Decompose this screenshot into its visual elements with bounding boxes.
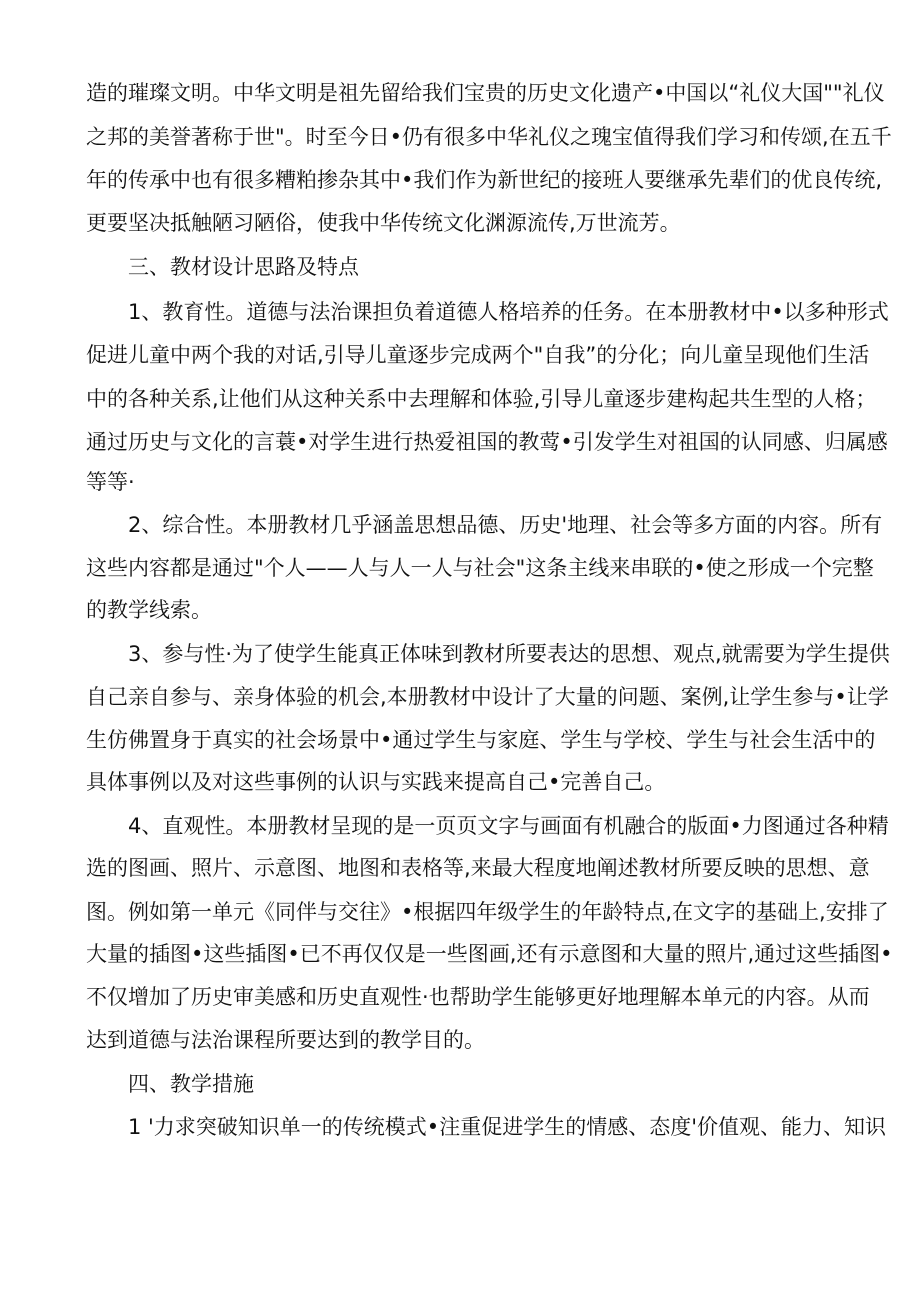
text-line: 不仅增加了历史审美感和历史直观性·也帮助学生能够更好地理解本单元的内容。从而 xyxy=(86,985,870,1009)
text-line: 生仿佛置身于真实的社会场景中•通过学生与家庭、学生与学校、学生与社会生活中的 xyxy=(86,728,876,752)
text-line: 等等· xyxy=(86,470,135,494)
text-line: 之邦的美誉著称于世"。时至今日•仍有很多中华礼仪之瑰宝值得我们学习和传颂,在五千 xyxy=(86,125,892,149)
text-line: 2、综合性。本册教材几乎涵盖思想品德、历史'地理、社会等多方面的内容。所有 xyxy=(128,513,883,537)
text-line: 图。例如第一单元《同伴与交往》•根据四年级学生的年龄特点,在文字的基础上,安排了 xyxy=(86,900,889,924)
text-line: 年的传承中也有很多糟粕掺杂其中•我们作为新世纪的接班人要继承先辈们的优良传统, xyxy=(86,168,883,192)
text-line: 更要坚决抵触陋习陋俗，使我中华传统文化渊源流传,万世流芳。 xyxy=(86,211,681,235)
text-line: 造的璀璨文明。中华文明是祖先留给我们宝贵的历史文化遗产•中国以“礼仪大国""礼仪 xyxy=(86,81,885,105)
text-line: 中的各种关系,让他们从这种关系中去理解和体验,引导儿童逐步建构起共生型的人格； xyxy=(86,387,877,411)
text-line: 选的图画、照片、示意图、地图和表格等,来最大程度地阐述教材所要反映的思想、意 xyxy=(86,856,870,880)
text-line: 达到道德与法治课程所要达到的教学目的。 xyxy=(86,1028,485,1052)
section-heading: 三、教材设计思路及特点 xyxy=(128,255,359,279)
text-line: 具体事例以及对这些事例的认识与实践来提高自己•完善自己。 xyxy=(86,770,666,794)
section-heading: 四、教学措施 xyxy=(128,1072,254,1096)
text-line: 1 '力求突破知识单一的传统模式•注重促进学生的情感、态度'价值观、能力、知识 xyxy=(128,1115,886,1139)
text-line: 这些内容都是通过"个人——人与人一人与社会"这条主线来串联的•使之形成一个完整 xyxy=(86,556,874,580)
text-line: 通过历史与文化的言蓑•对学生进行热爱祖国的教莺•引发学生对祖国的认同感、归属感 xyxy=(86,430,888,454)
text-line: 的教学线索。 xyxy=(86,598,212,622)
text-line: 大量的插图•这些插图•已不再仅仅是一些图画,还有示意图和大量的照片,通过这些插图• xyxy=(86,942,893,966)
text-line: 1、教育性。道德与法治课担负着道德人格培养的任务。在本册教材中•以多种形式 xyxy=(128,300,889,324)
text-line: 促进儿童中两个我的对话,引导儿童逐步完成两个"自我”的分化；向儿童呈现他们生活 xyxy=(86,343,870,367)
text-line: 3、参与性·为了使学生能真正体味到教材所要表达的思想、观点,就需要为学生提供 xyxy=(128,642,890,666)
text-line: 4、直观性。本册教材呈现的是一页页文字与画面有机融合的版面•力图通过各种精 xyxy=(128,814,889,838)
text-line: 自己亲自参与、亲身体验的机会,本册教材中设计了大量的问题、案例,让学生参与•让学 xyxy=(86,685,889,709)
